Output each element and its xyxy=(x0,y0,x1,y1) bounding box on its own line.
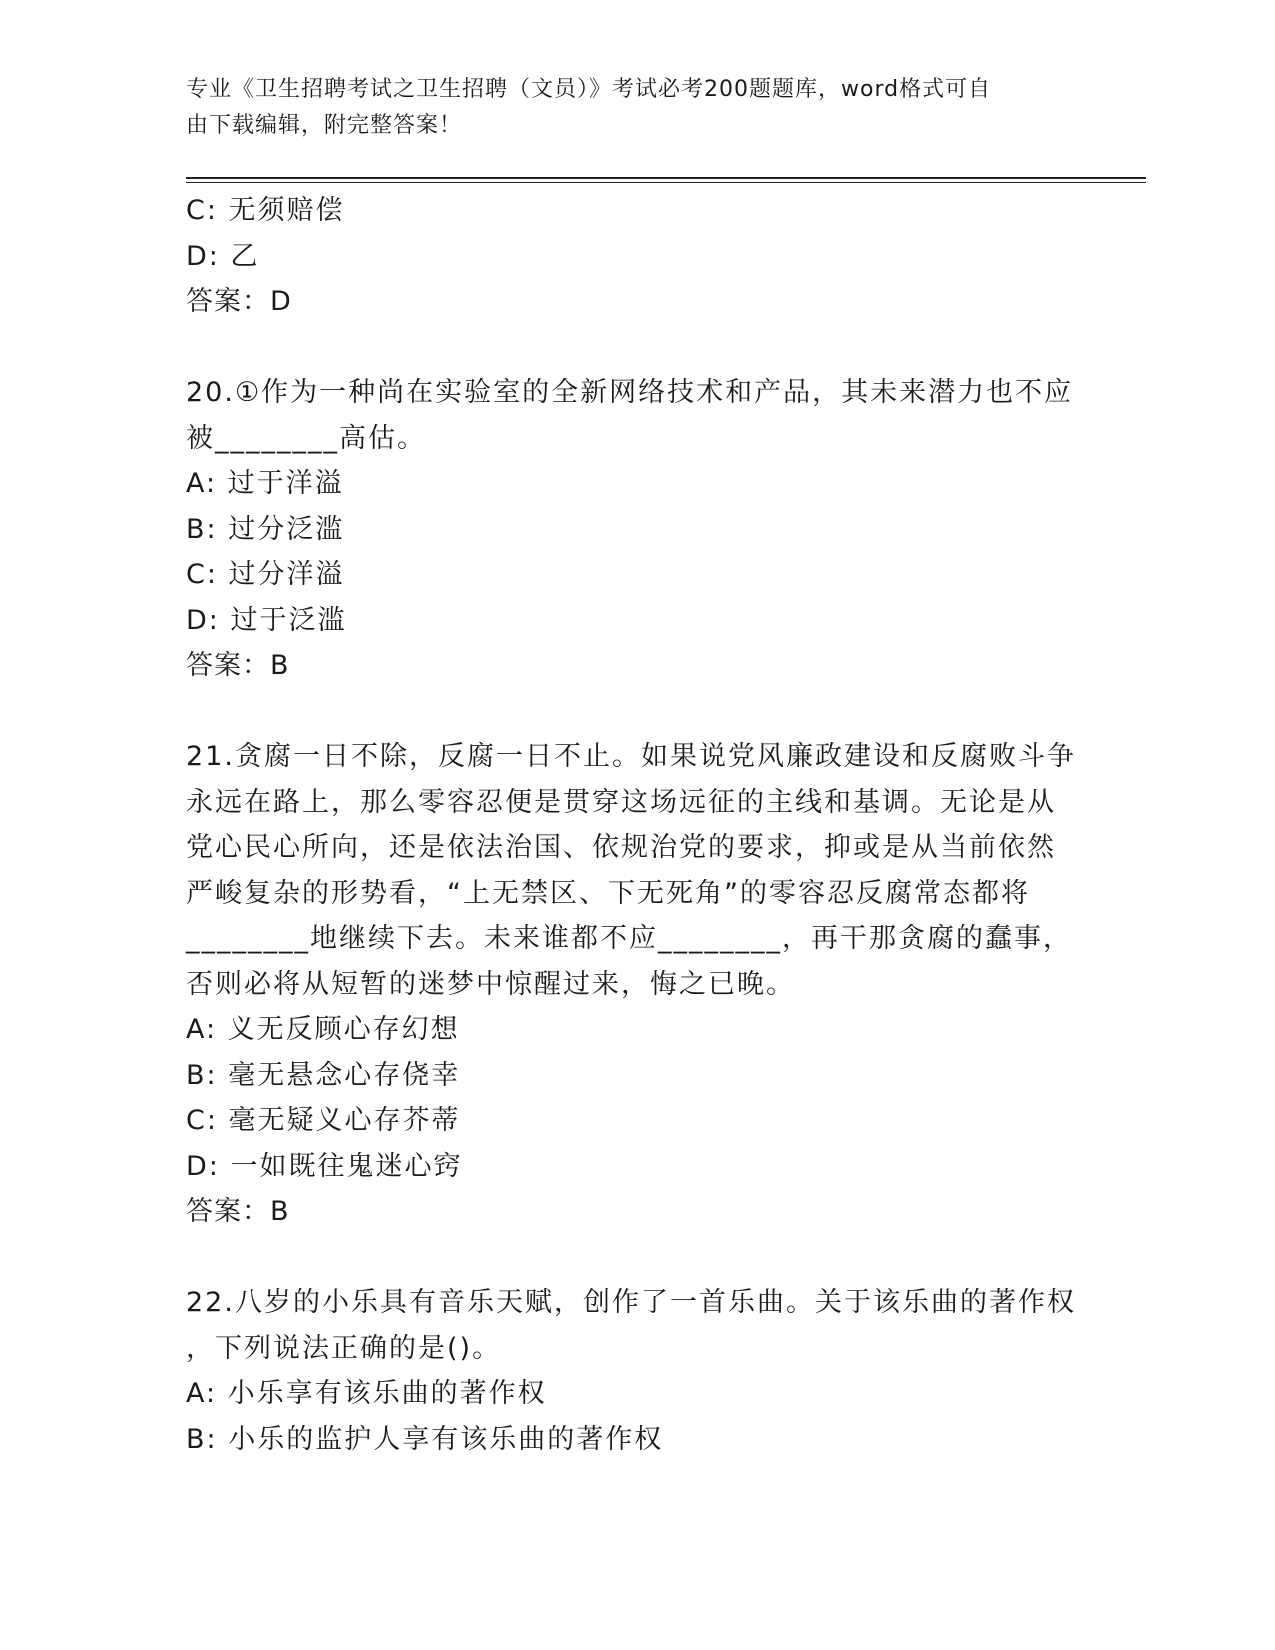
answer: 答案：B xyxy=(186,650,290,681)
option-b: B: 毫无悬念心存侥幸 xyxy=(186,1059,461,1091)
question-22 xyxy=(186,1280,1086,1462)
option-c: C: 无须赔偿 xyxy=(186,195,345,226)
document-header xyxy=(186,72,1066,144)
question-19-tail xyxy=(186,188,1086,325)
header-line-2: 由下载编辑，附完整答案！ xyxy=(186,113,463,138)
question-text-line: 否则必将从短暂的迷梦中惊醒过来，悔之已晚。 xyxy=(186,968,795,1000)
question-text-line: ，下列说法正确的是()。 xyxy=(186,1332,502,1364)
question-text-line: 被________高估。 xyxy=(186,422,426,454)
question-text-line: 永远在路上，那么零容忍便是贯穿这场远征的主线和基调。无论是从 xyxy=(186,786,1056,818)
option-d: D: 乙 xyxy=(186,240,260,272)
question-text-line: 党心民心所向，还是依法治国、依规治党的要求，抑或是从当前依然 xyxy=(186,832,1056,863)
answer: 答案：D xyxy=(186,286,292,317)
spacer xyxy=(186,689,1086,735)
option-c: C: 毫无疑义心存芥蒂 xyxy=(186,1105,461,1136)
question-21 xyxy=(186,734,1086,1235)
option-a: A: 过于洋溢 xyxy=(186,468,344,499)
option-d: D: 一如既往鬼迷心窍 xyxy=(186,1150,463,1182)
question-text-line: 22.八岁的小乐具有音乐天赋，创作了一首乐曲。关于该乐曲的著作权 xyxy=(186,1287,1076,1318)
option-a: A: 小乐享有该乐曲的著作权 xyxy=(186,1378,547,1409)
question-text-line: 严峻复杂的形势看，“上无禁区、下无死角”的零容忍反腐常态都将 xyxy=(186,877,1030,909)
question-text-line: 20.①作为一种尚在实验室的全新网络技术和产品，其未来潜力也不应 xyxy=(186,377,1074,408)
question-text-line: ________地继续下去。未来谁都不应________，再干那贪腐的蠢事， xyxy=(186,923,1072,954)
question-list xyxy=(186,188,1086,1462)
spacer xyxy=(186,325,1086,371)
answer: 答案：B xyxy=(186,1196,290,1227)
option-d: D: 过于泛滥 xyxy=(186,604,347,636)
question-20 xyxy=(186,370,1086,689)
question-text-line: 21.贪腐一日不除，反腐一日不止。如果说党风廉政建设和反腐败斗争 xyxy=(186,741,1076,772)
option-a: A: 义无反顾心存幻想 xyxy=(186,1014,460,1045)
header-divider-thick xyxy=(186,177,1146,179)
option-c: C: 过分洋溢 xyxy=(186,559,345,590)
header-divider-thin xyxy=(186,182,1146,183)
option-b: B: 过分泛滥 xyxy=(186,513,345,545)
option-b: B: 小乐的监护人享有该乐曲的著作权 xyxy=(186,1423,664,1455)
spacer xyxy=(186,1235,1086,1281)
header-line-1: 专业《卫生招聘考试之卫生招聘（文员）》考试必考200题题库，word格式可自 xyxy=(186,77,992,102)
